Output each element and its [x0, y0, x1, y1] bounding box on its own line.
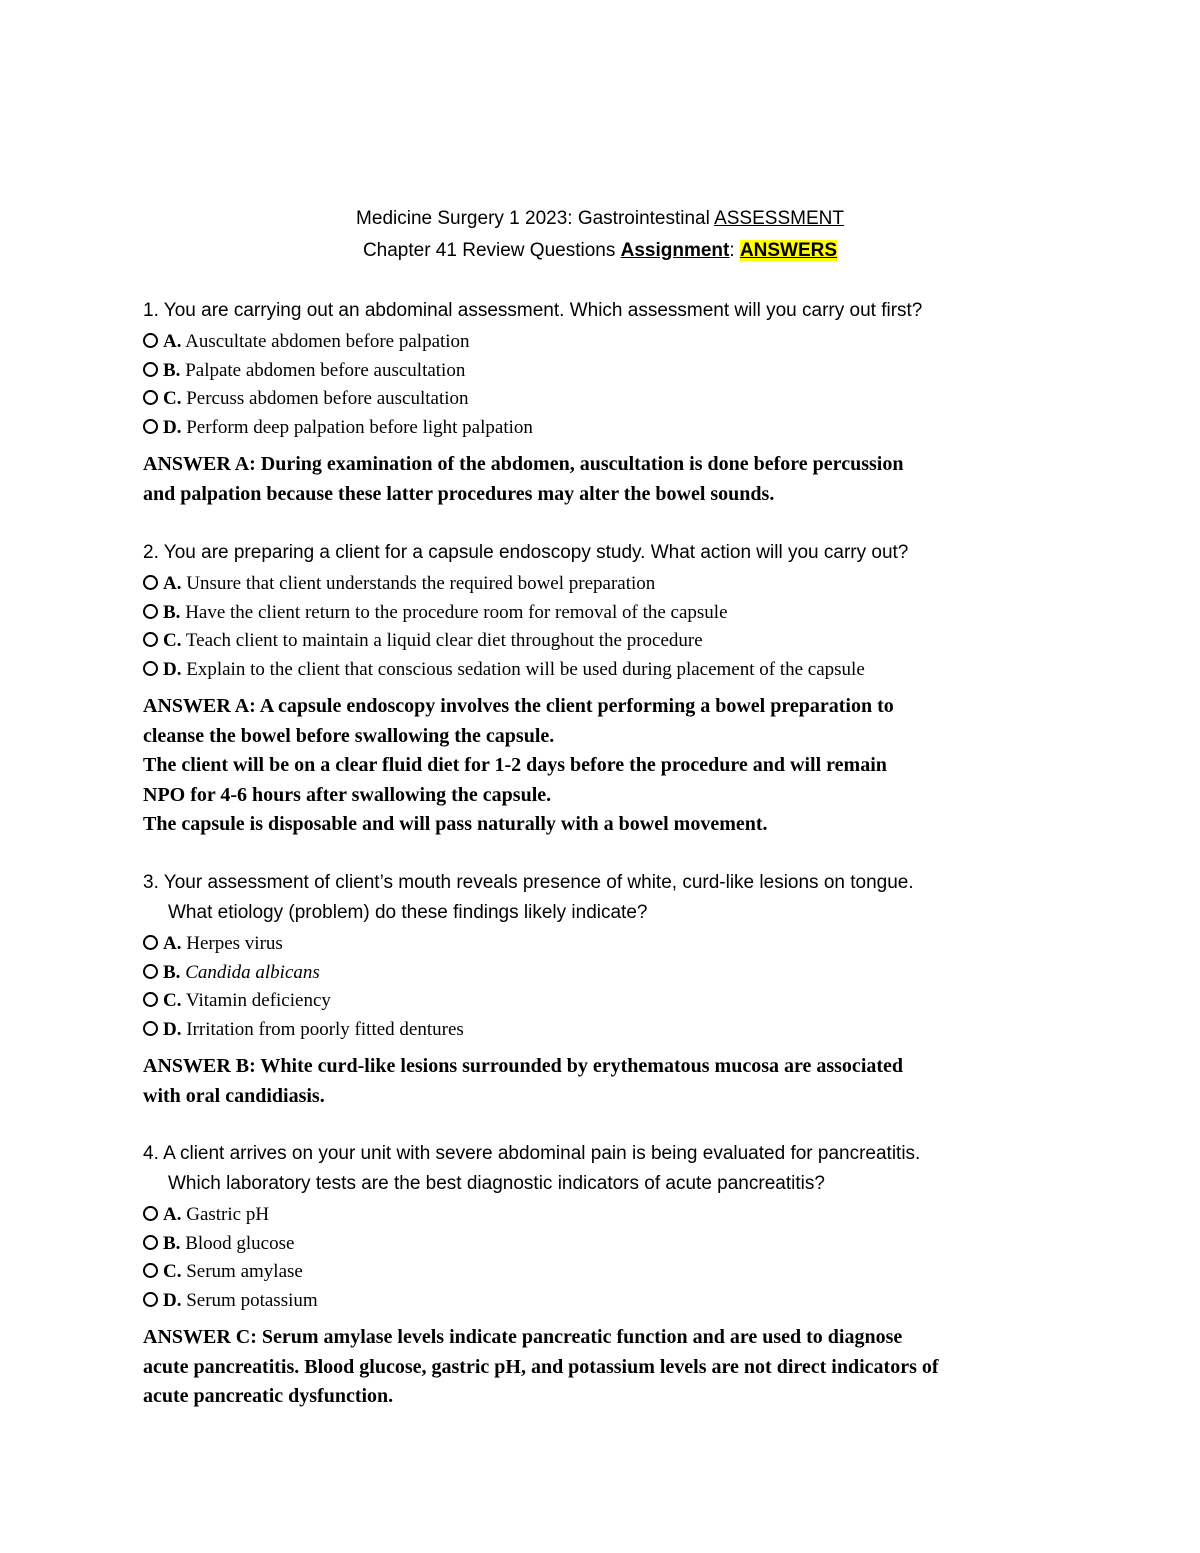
radio-circle-icon[interactable]	[143, 419, 158, 434]
answer-text: ANSWER B: White curd-like lesions surrounded by erythematous mucosa are associated with oral candidiasis.	[143, 1055, 904, 1107]
option-b[interactable]: B. Blood glucose	[143, 1230, 1103, 1259]
question-1	[143, 296, 1103, 509]
radio-circle-icon[interactable]	[143, 992, 158, 1007]
option-a[interactable]: A. Gastric pH	[143, 1201, 1103, 1230]
question-stem: 2. You are preparing a client for a capsule endoscopy study. What action will you carry out?	[143, 542, 909, 563]
radio-circle-icon[interactable]	[143, 964, 158, 979]
header-colon: :	[729, 240, 740, 261]
radio-circle-icon[interactable]	[143, 390, 158, 405]
assessment-label: ASSESSMENT	[714, 208, 844, 229]
radio-circle-icon[interactable]	[143, 604, 158, 619]
option-d[interactable]: D. Irritation from poorly fitted dentures	[143, 1016, 1103, 1045]
radio-circle-icon[interactable]	[143, 362, 158, 377]
option-c[interactable]: C. Vitamin deficiency	[143, 987, 1103, 1016]
radio-circle-icon[interactable]	[143, 1206, 158, 1221]
radio-circle-icon[interactable]	[143, 333, 158, 348]
question-stem: 4. A client arrives on your unit with severe abdominal pain is being evaluated for pancreatitis. Which laboratory tests are the best diagnostic indicators of acute pancreatitis?	[143, 1143, 921, 1194]
option-d[interactable]: D. Explain to the client that conscious sedation will be used during placement of the capsule	[143, 656, 1103, 685]
assignment-label: Assignment	[620, 240, 730, 261]
radio-circle-icon[interactable]	[143, 661, 158, 676]
option-b[interactable]: B. Palpate abdomen before auscultation	[143, 357, 1103, 386]
answer-text: ANSWER A: During examination of the abdomen, auscultation is done before percussion and palpation because these latter procedures may alter the bowel sounds.	[143, 453, 904, 505]
header-line-1	[0, 203, 1200, 235]
option-a[interactable]: A. Herpes virus	[143, 930, 1103, 959]
answer-text: ANSWER A: A capsule endoscopy involves the client performing a bowel preparation to cleanse the bowel before swallowing the capsule. The client will be on a clear fluid diet for 1-2 days before the procedure and will remain NPO for 4-6 hours after swallowing the capsule. The capsule is disposable and will pass naturally with a bowel movement.	[143, 695, 894, 835]
option-c[interactable]: C. Teach client to maintain a liquid clear diet throughout the procedure	[143, 627, 1103, 656]
question-stem: 1. You are carrying out an abdominal assessment. Which assessment will you carry out first?	[143, 300, 923, 321]
radio-circle-icon[interactable]	[143, 1292, 158, 1307]
radio-circle-icon[interactable]	[143, 575, 158, 590]
radio-circle-icon[interactable]	[143, 1235, 158, 1250]
course-title: Medicine Surgery 1 2023: Gastrointestinal	[356, 208, 715, 229]
radio-circle-icon[interactable]	[143, 632, 158, 647]
option-c[interactable]: C. Percuss abdomen before auscultation	[143, 385, 1103, 414]
option-d[interactable]: D. Serum potassium	[143, 1287, 1103, 1316]
option-b[interactable]: B. Candida albicans	[143, 959, 1103, 988]
answers-highlight: ANSWERS	[739, 240, 838, 261]
question-stem: 3. Your assessment of client’s mouth reveals presence of white, curd-like lesions on tongue. What etiology (problem) do these findings likely indicate?	[143, 872, 914, 923]
document-header	[0, 203, 1200, 267]
radio-circle-icon[interactable]	[143, 1021, 158, 1036]
question-4	[143, 1139, 1103, 1412]
option-a[interactable]: A. Unsure that client understands the required bowel preparation	[143, 570, 1103, 599]
chapter-title: Chapter 41 Review Questions	[362, 240, 621, 261]
answer-text: ANSWER C: Serum amylase levels indicate pancreatic function and are used to diagnose acute pancreatitis. Blood glucose, gastric pH, and potassium levels are not direct indicators of acute pancreatic dysfunction.	[143, 1326, 939, 1407]
radio-circle-icon[interactable]	[143, 935, 158, 950]
question-2	[143, 538, 1103, 840]
option-d[interactable]: D. Perform deep palpation before light palpation	[143, 414, 1103, 443]
question-3	[143, 868, 1103, 1111]
option-b[interactable]: B. Have the client return to the procedure room for removal of the capsule	[143, 599, 1103, 628]
option-c[interactable]: C. Serum amylase	[143, 1258, 1103, 1287]
radio-circle-icon[interactable]	[143, 1263, 158, 1278]
header-line-2	[0, 235, 1200, 267]
option-a[interactable]: A. Auscultate abdomen before palpation	[143, 328, 1103, 357]
